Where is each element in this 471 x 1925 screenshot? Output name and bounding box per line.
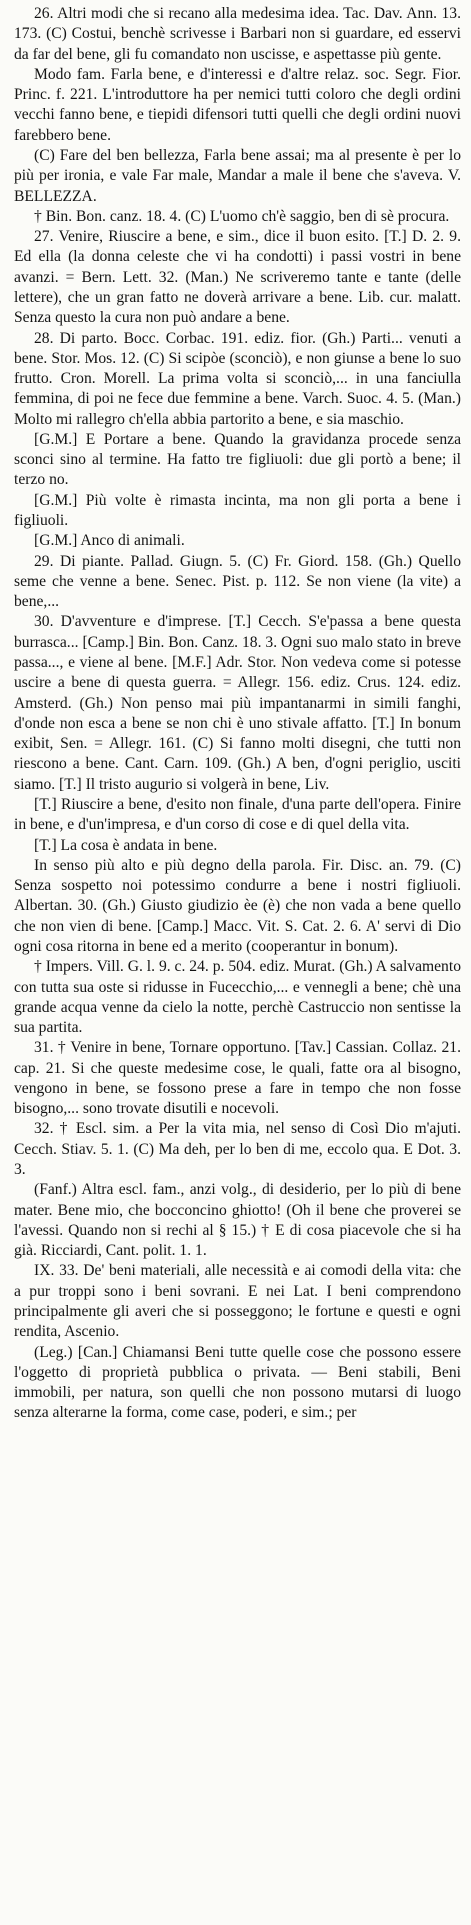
entry-paragraph: [G.M.] E Portare a bene. Quando la gravidanza procede senza sconci sino al termine. Ha fatto tre figliuoli: due gli portò a bene; il terzo no. [14, 430, 461, 489]
entry-paragraph: 30. D'avventure e d'imprese. [T.] Cecch. S'e'passa a bene questa burrasca... [Camp.] Bin. Bon. Canz. 18. 3. Ogni suo malo stato in breve passa..., e viene al bene. [M.F.] Adr. Stor. Non vedeva come si potesse uscire a bene di questa guerra. = Allegr. 156. ediz. Crus. 124. ediz. Amsterd. (Gh.) Non penso mai più impantanarmi in simili fanghi, d'onde non esca a bene se non chi è uno stivale affatto. [T.] In bonum exibit, Sen. = Allegr. 161. (C) Si fanno molti disegni, che tutti non riescono a bene. Cant. Carn. 109. (Gh.) A ben, d'ogni periglio, usciti siamo. [T.] Il tristo augurio si volgerà in bene, Liv. [14, 613, 461, 793]
entry-paragraph: 29. Di piante. Pallad. Giugn. 5. (C) Fr. Giord. 158. (Gh.) Quello seme che venne a bene. Senec. Pist. p. 112. Se non viene (la vite) a bene,... [14, 552, 461, 611]
entry-paragraph: (C) Fare del ben bellezza, Farla bene assai; ma al presente è per lo più per ironia, e vale Far male, Mandar a male il bene che s'aveva. V. BELLEZZA. [14, 146, 461, 205]
entry-paragraph: 28. Di parto. Bocc. Corbac. 191. ediz. fior. (Gh.) Parti... venuti a bene. Stor. Mos. 12. (C) Si scipòe (sconciò), e non giunse a bene lo suo frutto. Cron. Morell. La prima volta si sconciò,... in una fanciulla femmina, di poi ne fece due femmine a bene. Varch. Suoc. 4. 5. (Man.) Molto mi rallegro ch'ella abbia partorito a bene, e sia maschio. [14, 329, 461, 428]
entry-paragraph: [G.M.] Anco di animali. [34, 532, 185, 550]
entry-paragraph: 32. † Escl. sim. a Per la vita mia, nel senso di Così Dio m'ajuti. Cecch. Stiav. 5. 1. (C) Ma deh, per lo ben di me, eccolo qua. E Dot. 3. 3. [14, 1120, 461, 1179]
entry-paragraph: 26. Altri modi che si recano alla medesima idea. Tac. Dav. Ann. 13. 173. (C) Costui, benchè scrivesse i Barbari non si guardare, ed esservi da far del bene, gli fu comandato non uscisse, e aspettasse più gente. [14, 5, 461, 63]
entry-paragraph: In senso più alto e più degno della parola. Fir. Disc. an. 79. (C) Senza sospetto noi potessimo condurre a bene i nostri figliuoli. Albertan. 30. (Gh.) Giusto giudizio èe (è) che non vada a bene quello che non vien di bene. [Camp.] Macc. Vit. S. Cat. 2. 6. A' servi di Dio ogni cosa ritorna in bene ed a merito (cooperantur in bonum). [14, 856, 461, 955]
entry-paragraph: 27. Venire, Riuscire a bene, e sim., dice il buon esito. [T.] D. 2. 9. Ed ella (la donna celeste che vi ha condotti) i passi vostri in bene avanzi. = Bern. Lett. 32. (Man.) Ne scriveremo tante e tante (delle lettere), che un gran fatto ne doverà arrivare a bene. Lib. cur. malatt. Senza questo la cura non può andare a bene. [14, 228, 461, 327]
entry-paragraph: [G.M.] Più volte è rimasta incinta, ma non gli porta a bene i figliuoli. [14, 491, 461, 530]
entry-paragraph: (Leg.) [Can.] Chiamansi Beni tutte quelle cose che possono essere l'oggetto di proprietà pubblica o privata. — Beni stabili, Beni immobili, per natura, son quelli che non possono mutarsi di luogo senza alterarne la forma, come case, poderi, e sim.; per [14, 1343, 461, 1422]
entry-paragraph: IX. 33. De' beni materiali, alle necessità e ai comodi della vita: che a pur troppi sono i beni sovrani. E nei Lat. I beni comprendono principalmente gli averi che si posseggono; le fortune e questi e ogni rendita, Ascenio. [14, 1262, 461, 1341]
entry-paragraph: † Impers. Vill. G. l. 9. c. 24. p. 504. ediz. Murat. (Gh.) A salvamento con tutta sua oste si ridusse in Fucecchio,... e vennegli a bene; chè una grande acqua venne da cielo la notte, perchè Castruccio non sentisse la sua partita. [14, 958, 461, 1037]
entry-paragraph: [T.] Riuscire a bene, d'esito non finale, d'una parte dell'opera. Finire in bene, e d'un'impresa, e d'un corso di cose e di quel della vita. [14, 795, 461, 834]
entry-paragraph: † Bin. Bon. canz. 18. 4. (C) L'uomo ch'è saggio, ben di sè procura. [34, 207, 450, 225]
entry-paragraph: Modo fam. Farla bene, e d'interessi e d'altre relaz. soc. Segr. Fior. Princ. f. 221. L'introduttore ha per nemici tutti coloro che degli ordini vecchi fanno bene, e tiepidi difensori tutti quelli che degli ordini nuovi farebbero bene. [14, 65, 461, 144]
entry-paragraph: 31. † Venire in bene, Tornare opportuno. [Tav.] Cassian. Collaz. 21. cap. 21. Si che queste medesime cose, le quali, fatte ora al bisogno, vengono in bene, se fossono prese a fare in tempo che non fosse bisogno,... sono trovate disutili e nocevoli. [14, 1039, 461, 1118]
entry-paragraph: [T.] La cosa è andata in bene. [34, 836, 218, 854]
entry-paragraph: (Fanf.) Altra escl. fam., anzi volg., di desiderio, per lo più di bene mater. Bene mio, che bocconcino ghiotto! (Oh il bene che proverei se l'avessi. Quando non si rechi al § 15.) † E di cosa piacevole che si ha già. Ricciardi, Cant. polit. 1. 1. [14, 1181, 461, 1260]
